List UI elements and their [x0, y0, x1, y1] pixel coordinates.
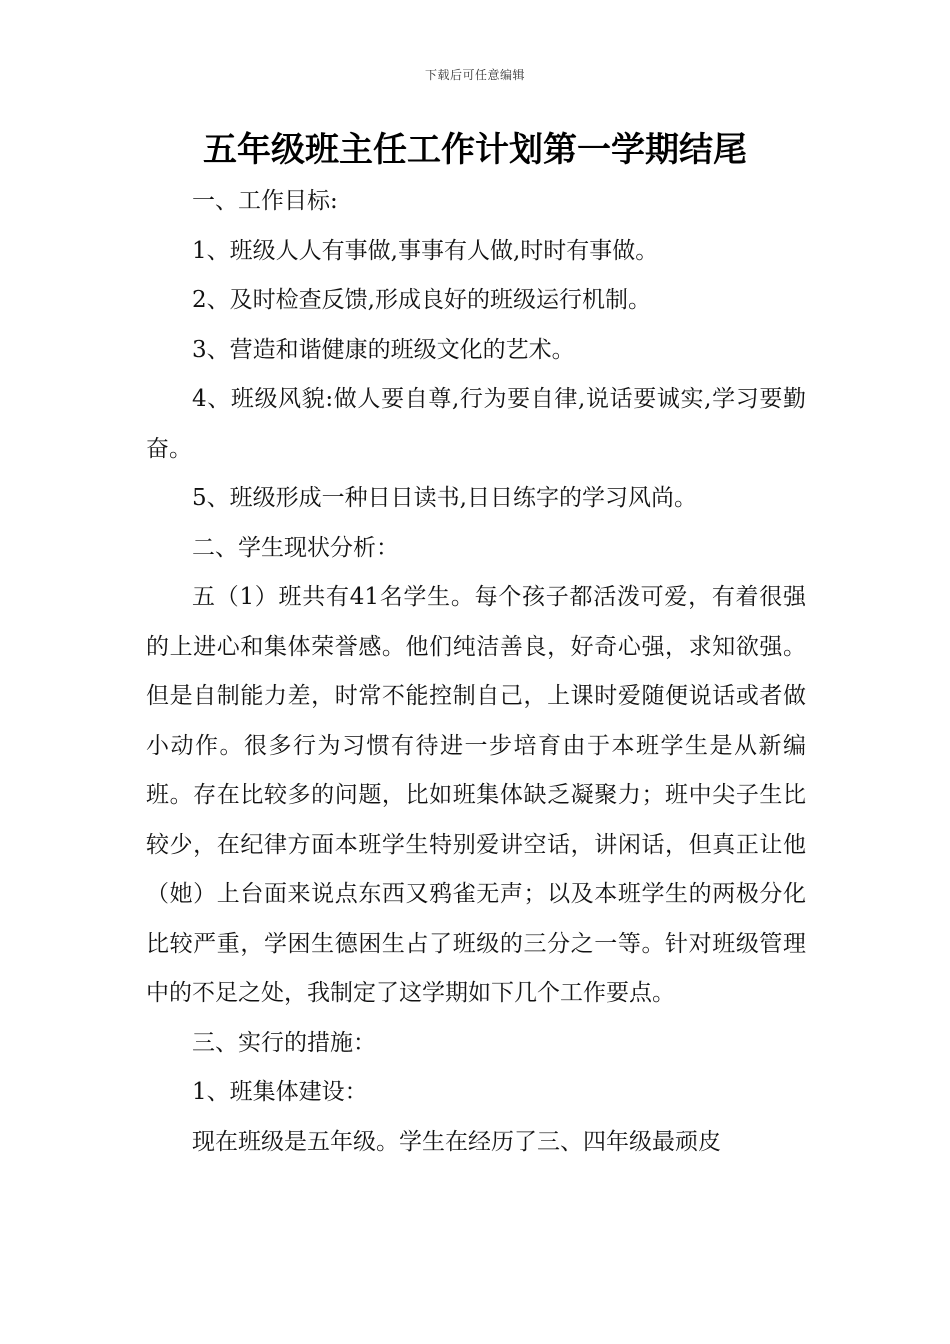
goal-item-5: 5、班级形成一种日日读书,日日练字的学习风尚。 — [192, 485, 697, 511]
section-heading-goals: 一、工作目标: — [192, 188, 338, 214]
document-body — [146, 177, 806, 1167]
document-title: 五年级班主任工作计划第一学期结尾 — [203, 130, 747, 170]
measure-paragraph: 现在班级是五年级。学生在经历了三、四年级最顽皮 — [192, 1128, 721, 1155]
measure-item-1: 1、班集体建设： — [192, 1079, 368, 1105]
analysis-paragraph: 五（1）班共有41名学生。每个孩子都活泼可爱，有着很强的上进心和集体荣誉感。他们纯洁善良，好奇心强，求知欲强。但是自制能力差，时常不能控制自己，上课时爱随便说话或者做小动作。很多行为习惯有待进一步培育由于本班学生是从新编班。存在比较多的问题，比如班集体缺乏凝聚力；班中尖子生比较少，在纪律方面本班学生特别爱讲空话，讲闲话，但真正让他（她）上台面来说点东西又鸦雀无声；以及本班学生的两极分化比较严重，学困生德困生占了班级的三分之一等。针对班级管理中的不足之处，我制定了这学期如下几个工作要点。 — [146, 584, 806, 1006]
header-note: 下载后可任意编辑 — [424, 68, 525, 82]
section-heading-measures: 三、实行的措施： — [192, 1029, 376, 1056]
section-heading-analysis: 二、学生现状分析： — [192, 534, 399, 561]
goal-item-2: 2、及时检查反馈,形成良好的班级运行机制。 — [192, 287, 651, 313]
goal-item-4: 4、班级风貌:做人要自尊,行为要自律,说话要诚实,学习要勤奋。 — [146, 386, 806, 462]
goal-item-1: 1、班级人人有事做,事事有人做,时时有事做。 — [192, 237, 659, 264]
goal-item-3: 3、营造和谐健康的班级文化的艺术。 — [192, 336, 575, 363]
